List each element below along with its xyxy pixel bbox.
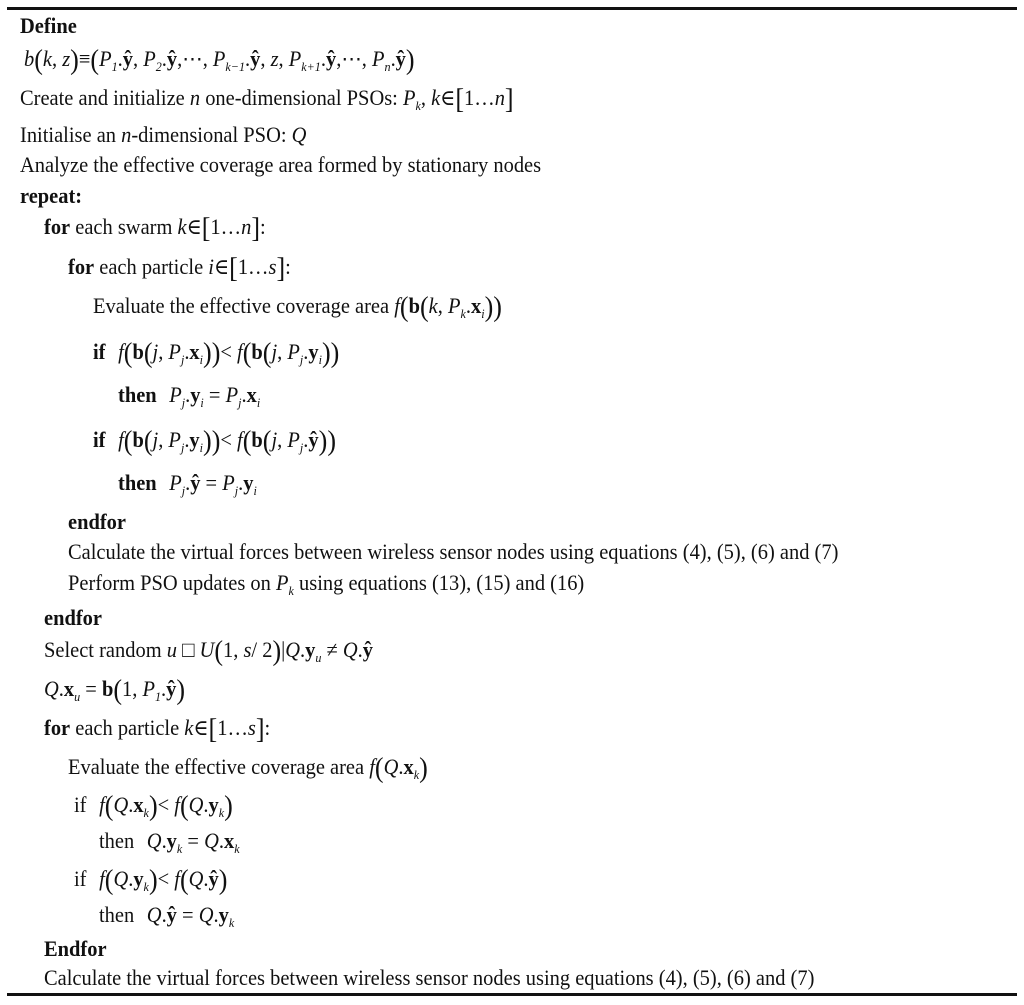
analyze-line: Analyze the effective coverage area formed by stationary nodes [20, 152, 542, 177]
keyword-endfor-q: Endfor [44, 936, 107, 961]
then-1-line: then $P_j.y_i = P_j.x_i$ [118, 382, 261, 410]
then-3-line: then $Q.y_k = Q.x_k$ [99, 828, 240, 856]
select-random-line: Select random u □ U(1, s/ $2)|Q.y_u$ ≠ Q.ŷ [44, 636, 374, 667]
keyword-endfor-swarm: endfor [44, 605, 102, 630]
keyword-repeat: repeat: [20, 183, 83, 208]
init-q-line: Initialise an n-dimensional PSO: Q [20, 122, 307, 147]
keyword-endfor-inner: endfor [68, 509, 126, 534]
calc-forces-1-line: Calculate the virtual forces between wireless sensor nodes using equations (4), (5), (6) and (7) [68, 539, 839, 564]
bottom-rule [7, 993, 1017, 996]
create-pso-line: Create and initialize n one-dimensional PSOs: $P_k$, k∈[1…n] [20, 84, 514, 115]
then-4-line: then Q.ŷ = $Q.y_k$ [99, 902, 235, 930]
if-2-line: if f(b(j, $P_j.y_i))< f(b(j$, $P_j.ŷ$)) [93, 426, 336, 457]
for-particle-i-line: for each particle i∈[1…s]: [68, 253, 291, 284]
then-2-line: then $P_j.ŷ = P_j.y_i$ [118, 470, 257, 498]
assign-qx-line: $Q.x_u = b(1$, $P_1.ŷ$) [44, 675, 186, 706]
calc-forces-2-line: Calculate the virtual forces between wireless sensor nodes using equations (4), (5), (6) and (7) [44, 965, 815, 990]
keyword-define: Define [20, 13, 77, 38]
if-3-line: if $f(Q.x_k)< f(Q.y_k)$ [74, 791, 233, 822]
if-1-line: if f(b(j, $P_j.x_i))< f(b(j$, $P_j.y_i$)) [93, 338, 340, 369]
evaluate-2-line: Evaluate the effective coverage area $f(Q.x_k)$ [68, 753, 428, 784]
evaluate-1-line: Evaluate the effective coverage area f(b(k, $P_k.x_i$)) [93, 292, 502, 323]
formula-define-b: b(k, $z)\equiv(P_1.ŷ$, $P_2.ŷ,\cdots$, $P_{k-1}.ŷ$, z, $P_{k+1}.ŷ,\cdots$, $P_n.ŷ$) [24, 45, 415, 76]
top-rule [7, 7, 1017, 10]
for-particle-k-line: for each particle k∈[1…s]: [44, 714, 271, 745]
for-swarm-line: for each swarm k∈[1…n]: [44, 213, 266, 244]
if-4-line: if $f(Q.y_k)<$ f(Q.ŷ) [74, 865, 228, 896]
pso-update-line: Perform PSO updates on $P_k$ using equations (13), (15) and (16) [68, 570, 585, 598]
